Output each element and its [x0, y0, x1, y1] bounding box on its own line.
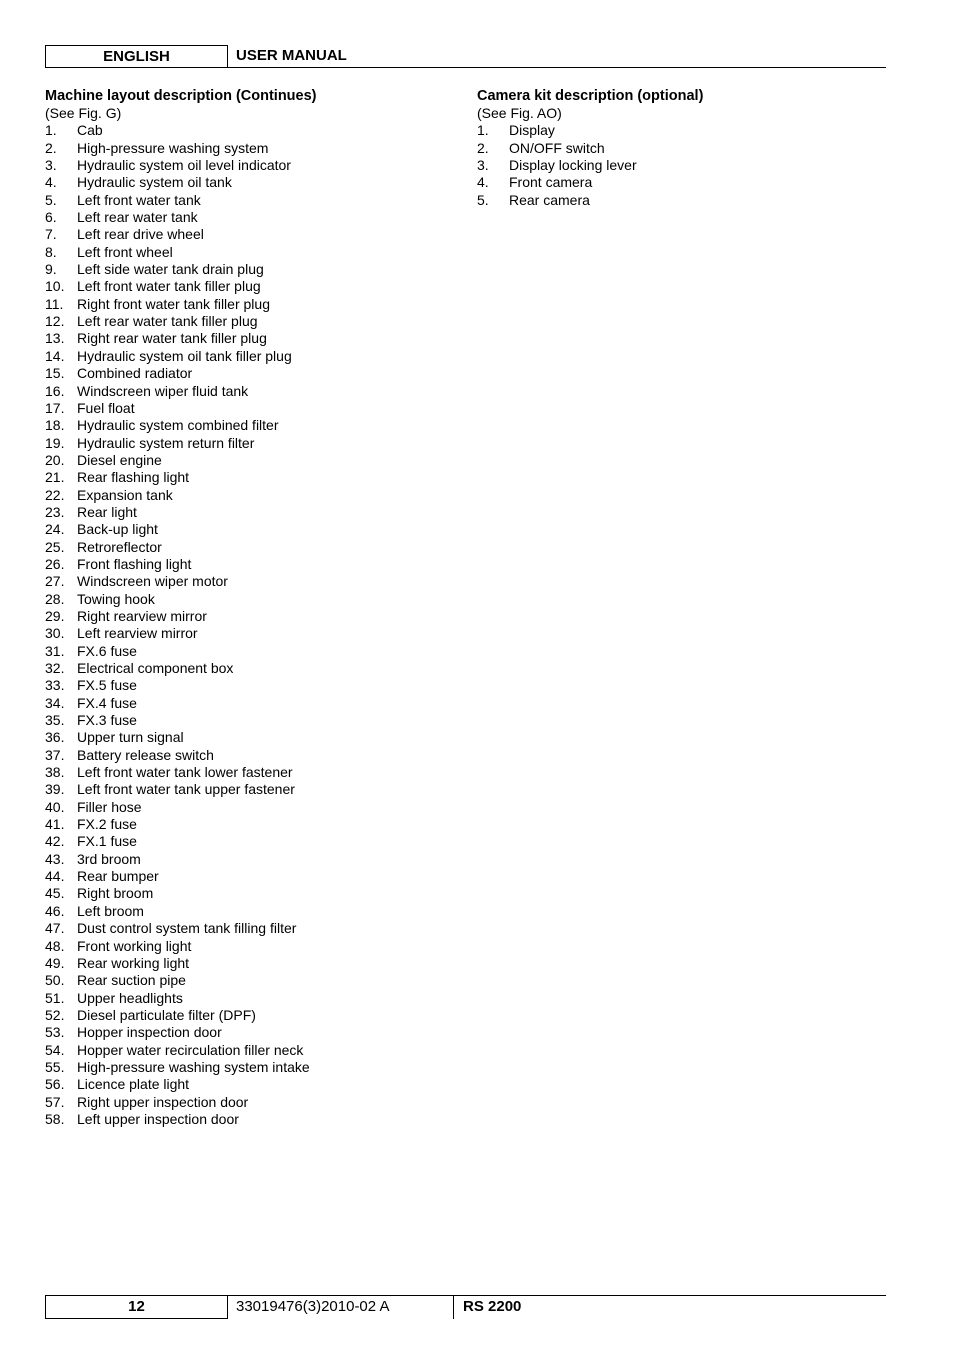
- item-label: Left rearview mirror: [77, 625, 198, 642]
- item-label: Right rearview mirror: [77, 607, 207, 624]
- item-label: Right front water tank filler plug: [77, 295, 270, 312]
- list-item: [45, 591, 445, 608]
- item-number: 27.: [45, 573, 65, 590]
- item-label: Hydraulic system combined filter: [77, 417, 279, 434]
- list-item: [45, 504, 445, 521]
- item-label: FX.2 fuse: [77, 816, 137, 833]
- item-number: 53.: [45, 1024, 65, 1041]
- page-header: [45, 45, 886, 68]
- list-item: [45, 487, 445, 504]
- item-label: Filler hose: [77, 798, 142, 815]
- list-item: [45, 1007, 445, 1024]
- item-number: 38.: [45, 764, 65, 781]
- list-item: [45, 747, 445, 764]
- list-item: [45, 903, 445, 920]
- camera-component-list: [477, 122, 877, 209]
- item-label: FX.1 fuse: [77, 833, 137, 850]
- item-label: Rear suction pipe: [77, 972, 186, 989]
- item-number: 24.: [45, 521, 65, 538]
- list-item: [45, 296, 445, 313]
- item-number: 15.: [45, 365, 65, 382]
- item-number: 56.: [45, 1076, 65, 1093]
- item-number: 7.: [45, 226, 57, 243]
- list-item: [45, 365, 445, 382]
- item-number: 29.: [45, 607, 65, 624]
- list-item: [45, 608, 445, 625]
- list-item: [45, 885, 445, 902]
- page-number: 12: [45, 1296, 228, 1319]
- item-label: FX.5 fuse: [77, 677, 137, 694]
- item-number: 8.: [45, 243, 57, 260]
- item-label: Front working light: [77, 937, 192, 954]
- footer-divider: [453, 1296, 454, 1319]
- item-number: 18.: [45, 417, 65, 434]
- list-item: [45, 938, 445, 955]
- item-number: 57.: [45, 1093, 65, 1110]
- item-number: 4.: [45, 174, 57, 191]
- item-number: 23.: [45, 503, 65, 520]
- item-label: Battery release switch: [77, 746, 214, 763]
- list-item: [45, 972, 445, 989]
- item-number: 43.: [45, 850, 65, 867]
- list-item: [45, 435, 445, 452]
- item-label: Left front wheel: [77, 243, 173, 260]
- list-item: [477, 157, 877, 174]
- item-number: 13.: [45, 330, 65, 347]
- list-item: [45, 192, 445, 209]
- list-item: [45, 157, 445, 174]
- list-item: [45, 1042, 445, 1059]
- section-heading: Camera kit description (optional): [477, 88, 704, 104]
- item-label: Front flashing light: [77, 555, 192, 572]
- list-item: [45, 400, 445, 417]
- item-number: 5.: [45, 191, 57, 208]
- item-number: 30.: [45, 625, 65, 642]
- machine-layout-section: [45, 87, 445, 1128]
- item-number: 46.: [45, 902, 65, 919]
- item-label: Left front water tank lower fastener: [77, 764, 293, 781]
- list-item: [477, 122, 877, 139]
- item-label: FX.6 fuse: [77, 642, 137, 659]
- list-item: [45, 990, 445, 1007]
- item-label: Licence plate light: [77, 1076, 190, 1093]
- list-item: [477, 192, 877, 209]
- item-label: Towing hook: [77, 590, 155, 607]
- item-number: 16.: [45, 382, 65, 399]
- list-item: [45, 625, 445, 642]
- item-number: 52.: [45, 1006, 65, 1023]
- item-number: 42.: [45, 833, 65, 850]
- section-heading: Machine layout description (Continues): [45, 88, 317, 104]
- item-label: Windscreen wiper fluid tank: [77, 382, 249, 399]
- item-label: FX.3 fuse: [77, 712, 137, 729]
- list-item: [45, 313, 445, 330]
- item-number: 35.: [45, 712, 65, 729]
- item-label: Left rear drive wheel: [77, 226, 204, 243]
- list-item: [45, 955, 445, 972]
- item-number: 36.: [45, 729, 65, 746]
- item-number: 33.: [45, 677, 65, 694]
- item-number: 31.: [45, 642, 65, 659]
- item-number: 14.: [45, 347, 65, 364]
- list-item: [45, 868, 445, 885]
- list-item: [45, 348, 445, 365]
- list-item: [45, 677, 445, 694]
- item-label: Upper headlights: [77, 989, 183, 1006]
- list-item: [45, 920, 445, 937]
- item-number: 9.: [45, 261, 57, 278]
- manual-title: USER MANUAL: [236, 47, 347, 64]
- item-number: 26.: [45, 555, 65, 572]
- item-number: 49.: [45, 954, 65, 971]
- item-number: 44.: [45, 868, 65, 885]
- item-label: High-pressure washing system intake: [77, 1058, 310, 1075]
- item-number: 10.: [45, 278, 65, 295]
- item-number: 1.: [45, 122, 57, 139]
- item-label: Retroreflector: [77, 538, 162, 555]
- item-label: Left front water tank upper fastener: [77, 781, 295, 798]
- item-label: Fuel float: [77, 399, 135, 416]
- list-item: [45, 539, 445, 556]
- item-number: 12.: [45, 313, 65, 330]
- item-label: FX.4 fuse: [77, 694, 137, 711]
- list-item: [45, 695, 445, 712]
- item-label: Hydraulic system oil level indicator: [77, 157, 291, 174]
- list-item: [477, 140, 877, 157]
- item-label: Left broom: [77, 902, 144, 919]
- item-number: 1.: [477, 122, 489, 139]
- list-item: [45, 556, 445, 573]
- item-label: Windscreen wiper motor: [77, 573, 228, 590]
- item-number: 6.: [45, 209, 57, 226]
- item-label: Back-up light: [77, 521, 158, 538]
- item-label: Left upper inspection door: [77, 1110, 239, 1127]
- item-label: Front camera: [509, 174, 593, 191]
- item-label: Diesel particulate filter (DPF): [77, 1006, 256, 1023]
- list-item: [45, 174, 445, 191]
- list-item: [45, 1111, 445, 1128]
- item-label: Rear light: [77, 503, 137, 520]
- item-number: 25.: [45, 538, 65, 555]
- item-label: Display locking lever: [509, 157, 637, 174]
- item-number: 22.: [45, 486, 65, 503]
- item-number: 2.: [477, 139, 489, 156]
- item-number: 3.: [45, 157, 57, 174]
- item-label: Diesel engine: [77, 451, 162, 468]
- item-label: Rear bumper: [77, 868, 159, 885]
- item-number: 54.: [45, 1041, 65, 1058]
- item-label: Hydraulic system oil tank filler plug: [77, 347, 292, 364]
- item-number: 2.: [45, 139, 57, 156]
- item-label: Hopper water recirculation filler neck: [77, 1041, 304, 1058]
- item-label: Hydraulic system oil tank: [77, 174, 232, 191]
- list-item: [45, 140, 445, 157]
- list-item: [45, 278, 445, 295]
- list-item: [45, 799, 445, 816]
- item-label: Combined radiator: [77, 365, 193, 382]
- model-name: RS 2200: [463, 1298, 522, 1315]
- list-item: [45, 1094, 445, 1111]
- list-item: [477, 174, 877, 191]
- page-footer: [45, 1295, 886, 1319]
- list-item: [45, 122, 445, 139]
- item-number: 45.: [45, 885, 65, 902]
- list-item: [45, 244, 445, 261]
- list-item: [45, 330, 445, 347]
- list-item: [45, 781, 445, 798]
- list-item: [45, 729, 445, 746]
- list-item: [45, 643, 445, 660]
- list-item: [45, 851, 445, 868]
- machine-component-list: [45, 122, 445, 1128]
- item-label: 3rd broom: [77, 850, 141, 867]
- item-number: 32.: [45, 660, 65, 676]
- item-number: 17.: [45, 399, 65, 416]
- list-item: [45, 383, 445, 400]
- camera-kit-section: [477, 87, 877, 209]
- list-item: [45, 226, 445, 243]
- list-item: [45, 1024, 445, 1041]
- item-label: Left side water tank drain plug: [77, 261, 264, 278]
- item-number: 4.: [477, 174, 489, 191]
- item-number: 3.: [477, 157, 489, 174]
- item-label: Hydraulic system return filter: [77, 434, 255, 451]
- item-number: 55.: [45, 1058, 65, 1075]
- item-label: Dust control system tank filling filter: [77, 920, 297, 937]
- language-label: ENGLISH: [45, 45, 228, 67]
- figure-reference: (See Fig. G): [45, 105, 122, 121]
- list-item: [45, 417, 445, 434]
- item-label: Upper turn signal: [77, 729, 184, 746]
- list-item: [45, 452, 445, 469]
- list-item: [45, 816, 445, 833]
- item-label: High-pressure washing system: [77, 139, 269, 156]
- item-number: 40.: [45, 798, 65, 815]
- item-number: 51.: [45, 989, 65, 1006]
- item-number: 34.: [45, 694, 65, 711]
- item-label: Rear camera: [509, 191, 590, 208]
- figure-reference: (See Fig. AO): [477, 105, 562, 121]
- list-item: [45, 833, 445, 850]
- list-item: [45, 1059, 445, 1076]
- item-label: Right broom: [77, 885, 154, 902]
- item-number: 5.: [477, 191, 489, 208]
- item-label: ON/OFF switch: [509, 139, 605, 156]
- item-label: Electrical component box: [77, 660, 234, 676]
- list-item: [45, 1076, 445, 1093]
- list-item: [45, 712, 445, 729]
- item-label: Rear flashing light: [77, 469, 190, 486]
- list-item: [45, 469, 445, 486]
- item-label: Rear working light: [77, 954, 190, 971]
- list-item: [45, 209, 445, 226]
- item-number: 21.: [45, 469, 65, 486]
- item-number: 41.: [45, 816, 65, 833]
- item-label: Display: [509, 122, 555, 139]
- list-item: [45, 521, 445, 538]
- item-label: Cab: [77, 122, 103, 139]
- item-label: Hopper inspection door: [77, 1024, 222, 1041]
- item-label: Left front water tank filler plug: [77, 278, 261, 295]
- item-label: Left front water tank: [77, 191, 201, 208]
- document-code: 33019476(3)2010-02 A: [236, 1298, 390, 1315]
- item-number: 58.: [45, 1110, 65, 1127]
- list-item: [45, 764, 445, 781]
- item-number: 20.: [45, 451, 65, 468]
- list-item: [45, 660, 445, 677]
- item-number: 48.: [45, 937, 65, 954]
- item-label: Right upper inspection door: [77, 1093, 249, 1110]
- list-item: [45, 261, 445, 278]
- item-number: 19.: [45, 434, 65, 451]
- item-number: 11.: [45, 295, 64, 312]
- item-number: 28.: [45, 590, 65, 607]
- item-label: Expansion tank: [77, 486, 173, 503]
- item-label: Left rear water tank filler plug: [77, 313, 258, 330]
- item-label: Left rear water tank: [77, 209, 198, 226]
- item-number: 50.: [45, 972, 65, 989]
- item-number: 39.: [45, 781, 65, 798]
- item-number: 47.: [45, 920, 65, 937]
- item-label: Right rear water tank filler plug: [77, 330, 267, 347]
- list-item: [45, 573, 445, 590]
- item-number: 37.: [45, 746, 65, 763]
